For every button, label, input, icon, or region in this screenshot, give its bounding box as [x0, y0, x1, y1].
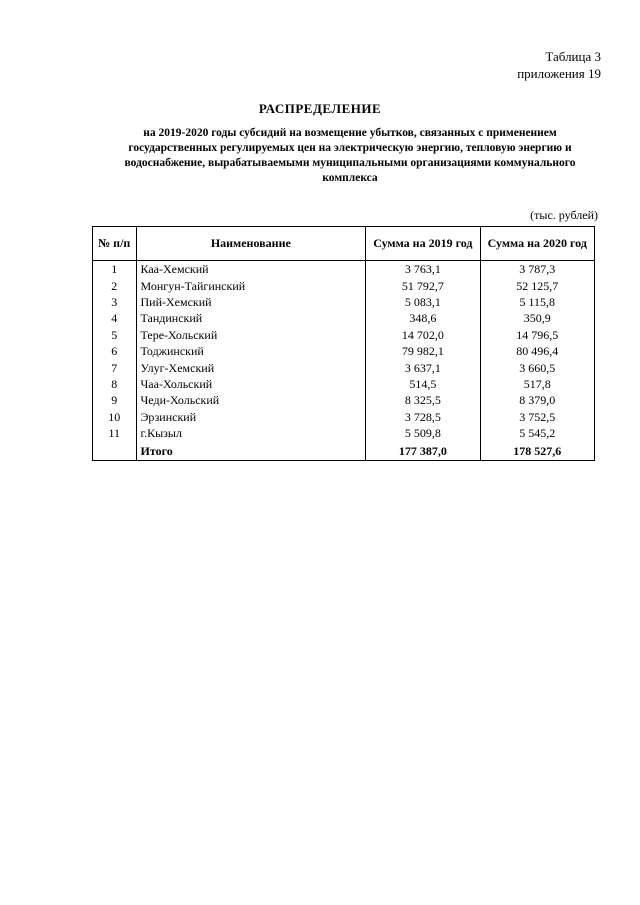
row-number: 3 — [93, 294, 137, 310]
row-name: Улуг-Хемский — [136, 359, 366, 375]
document-title: РАСПРЕДЕЛЕНИЕ — [258, 101, 382, 116]
table-row — [93, 343, 595, 359]
row-value-2020: 350,9 — [480, 310, 594, 326]
row-value-2020: 3 660,5 — [480, 359, 594, 375]
table-row — [93, 277, 595, 293]
unit-label: (тыс. рублей) — [530, 208, 598, 222]
row-name: Эрзинский — [136, 409, 366, 425]
row-value-2019: 5 083,1 — [366, 294, 480, 310]
row-value-2020: 517,8 — [480, 376, 594, 392]
table-number-label: Таблица 3 — [545, 49, 601, 64]
table-row — [93, 327, 595, 343]
document-subtitle: на 2019-2020 годы субсидий на возмещение убытков, связанных с применением государственных регулируемых цен на электрическую энергию, тепловую энергию и водоснабжение, вырабатываемыми муниципальными организациями коммунального комплекса — [124, 127, 576, 184]
row-value-2020: 52 125,7 — [480, 277, 594, 293]
row-number: 9 — [93, 392, 137, 408]
row-number: 8 — [93, 376, 137, 392]
column-header-number: № п/п — [93, 227, 137, 261]
row-name: Пий-Хемский — [136, 294, 366, 310]
row-number: 1 — [93, 261, 137, 278]
row-number: 11 — [93, 425, 137, 441]
row-value-2020: 8 379,0 — [480, 392, 594, 408]
row-value-2019: 348,6 — [366, 310, 480, 326]
table-row — [93, 392, 595, 408]
appendix-label: приложения 19 — [517, 66, 601, 81]
table-row — [93, 425, 595, 441]
row-number: 6 — [93, 343, 137, 359]
row-name: Тере-Хольский — [136, 327, 366, 343]
row-value-2019: 3 728,5 — [366, 409, 480, 425]
column-header-2020: Сумма на 2020 год — [480, 227, 594, 261]
row-value-2019: 79 982,1 — [366, 343, 480, 359]
row-number: 5 — [93, 327, 137, 343]
total-number — [93, 441, 137, 461]
row-value-2019: 14 702,0 — [366, 327, 480, 343]
row-name: Монгун-Тайгинский — [136, 277, 366, 293]
row-value-2020: 3 787,3 — [480, 261, 594, 278]
table-row — [93, 310, 595, 326]
row-value-2019: 8 325,5 — [366, 392, 480, 408]
row-name: Тандинский — [136, 310, 366, 326]
table-total-row — [93, 441, 595, 461]
row-value-2019: 51 792,7 — [366, 277, 480, 293]
row-value-2020: 80 496,4 — [480, 343, 594, 359]
row-name: Каа-Хемский — [136, 261, 366, 278]
table-row — [93, 376, 595, 392]
total-value-2020: 178 527,6 — [480, 441, 594, 461]
row-name: Чеди-Хольский — [136, 392, 366, 408]
table-row — [93, 359, 595, 375]
row-name: Тоджинский — [136, 343, 366, 359]
row-value-2019: 3 763,1 — [366, 261, 480, 278]
row-value-2019: 514,5 — [366, 376, 480, 392]
row-value-2020: 5 115,8 — [480, 294, 594, 310]
row-name: г.Кызыл — [136, 425, 366, 441]
table-row — [93, 261, 595, 278]
row-number: 10 — [93, 409, 137, 425]
row-number: 7 — [93, 359, 137, 375]
distribution-table — [92, 226, 595, 461]
table-header-row — [93, 227, 595, 261]
table-row — [93, 409, 595, 425]
row-value-2019: 3 637,1 — [366, 359, 480, 375]
column-header-2019: Сумма на 2019 год — [366, 227, 480, 261]
row-value-2020: 3 752,5 — [480, 409, 594, 425]
row-number: 4 — [93, 310, 137, 326]
row-value-2020: 5 545,2 — [480, 425, 594, 441]
row-value-2020: 14 796,5 — [480, 327, 594, 343]
total-value-2019: 177 387,0 — [366, 441, 480, 461]
document-header — [517, 48, 601, 82]
row-value-2019: 5 509,8 — [366, 425, 480, 441]
total-label: Итого — [136, 441, 366, 461]
column-header-name: Наименование — [136, 227, 366, 261]
row-name: Чаа-Хольский — [136, 376, 366, 392]
table-row — [93, 294, 595, 310]
row-number: 2 — [93, 277, 137, 293]
